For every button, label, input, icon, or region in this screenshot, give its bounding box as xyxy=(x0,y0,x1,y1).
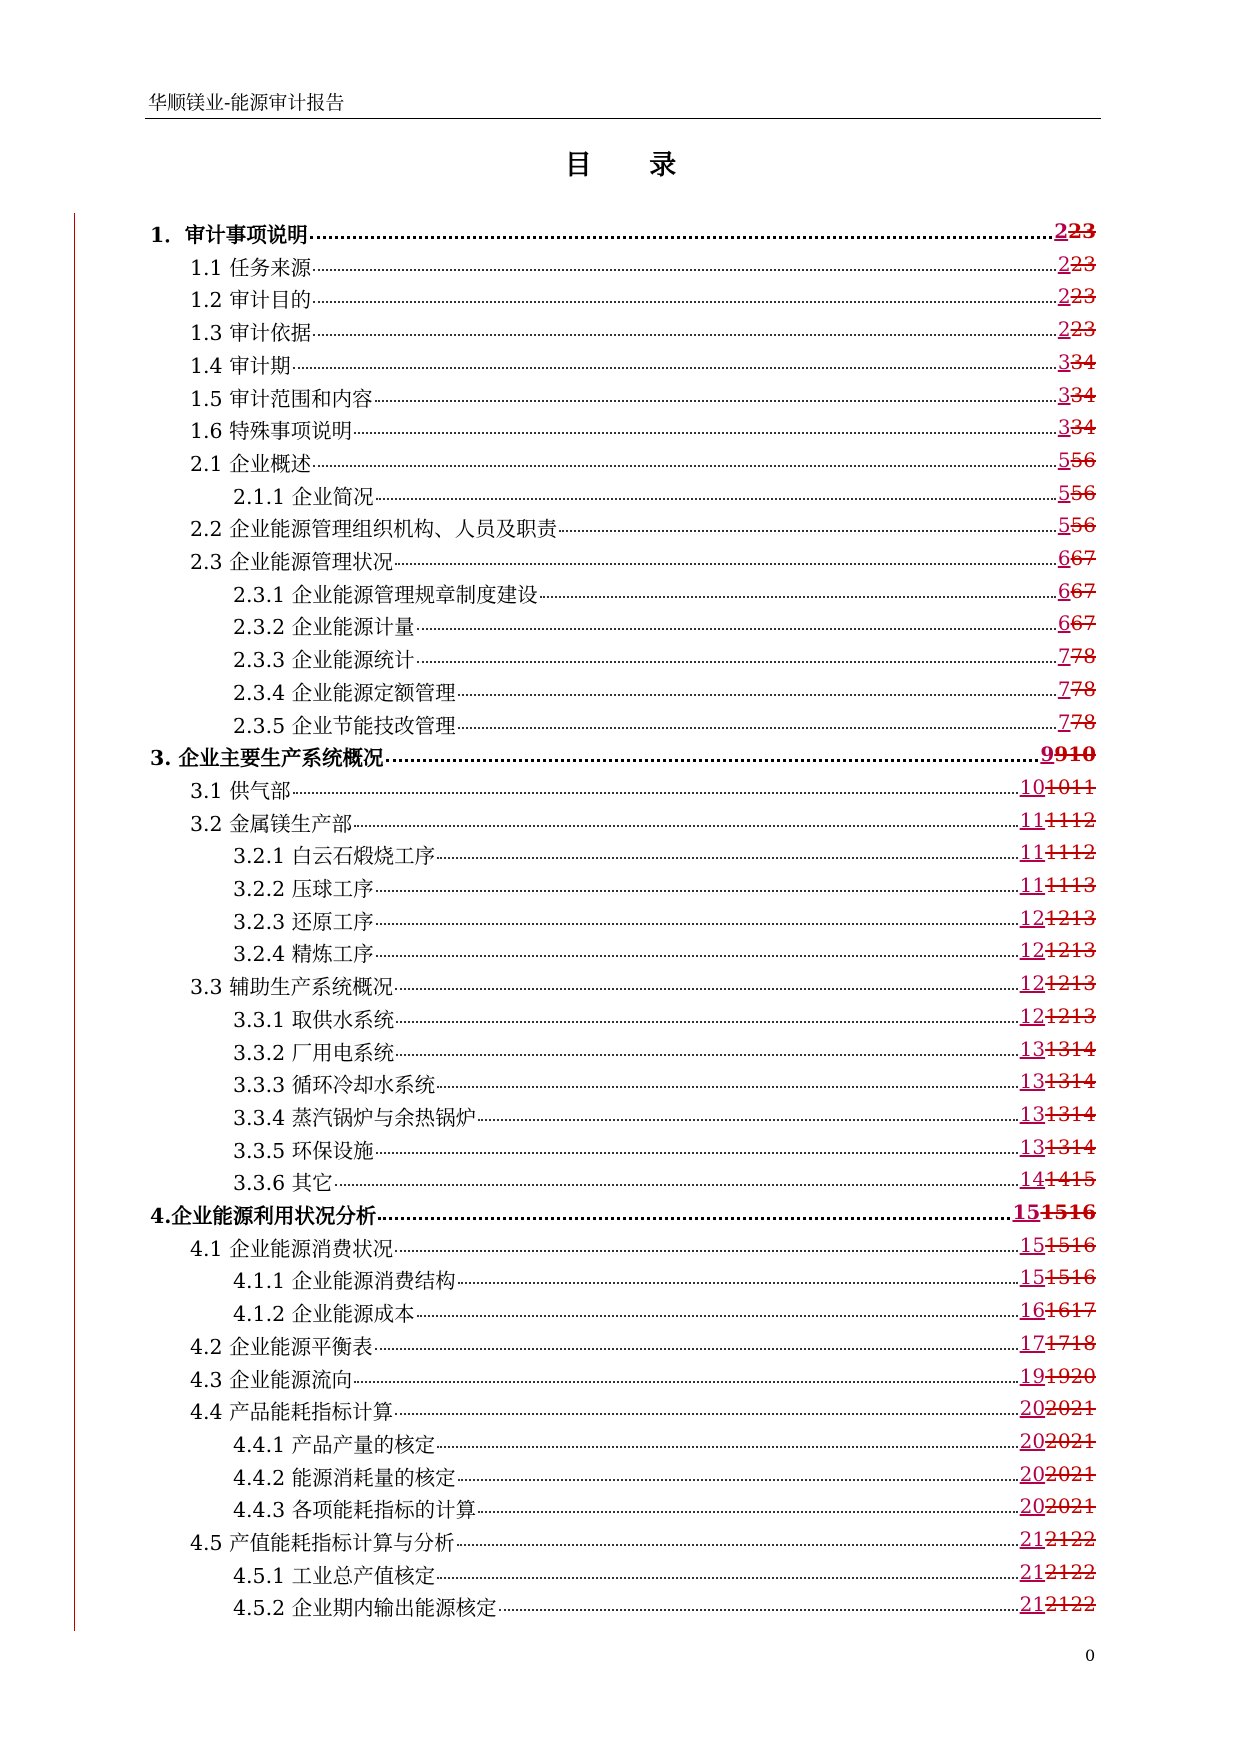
toc-entry[interactable] xyxy=(0,214,1241,246)
inserted-page-number: 21 xyxy=(1019,1527,1046,1551)
toc-entry-label: 1.2 审计目的 xyxy=(190,288,312,313)
toc-entry-label: 3.3.2 厂用电系统 xyxy=(233,1040,395,1065)
inserted-page-number: 3 xyxy=(1057,382,1071,407)
toc-page-number xyxy=(1020,1102,1096,1126)
deleted-page-number: 1213 xyxy=(1045,971,1096,996)
toc-dot-leader xyxy=(437,857,1017,859)
inserted-page-number: 15 xyxy=(1019,1232,1046,1257)
toc-dot-leader xyxy=(478,1511,1017,1513)
deleted-page-number: 1314 xyxy=(1045,1036,1096,1061)
toc-dot-leader xyxy=(376,1152,1018,1154)
deleted-page-number: 1011 xyxy=(1045,774,1096,799)
toc-entry[interactable] xyxy=(0,1391,1241,1423)
toc-dot-leader xyxy=(417,661,1056,663)
deleted-page-number: 23 xyxy=(1070,251,1096,276)
toc-page-number xyxy=(1058,611,1096,635)
toc-entry-label: 2.3.3 企业能源统计 xyxy=(233,648,415,673)
toc-entry-label: 2.3.1 企业能源管理规章制度建设 xyxy=(233,582,538,607)
toc-entry-label: 3.3.4 蒸汽锅炉与余热锅炉 xyxy=(233,1105,477,1130)
toc-page-number xyxy=(1020,971,1096,995)
deleted-page-number: 1415 xyxy=(1045,1167,1096,1192)
toc-entry[interactable] xyxy=(0,1555,1241,1587)
toc-page-number xyxy=(1058,513,1096,537)
toc-page-number xyxy=(1058,481,1096,505)
inserted-page-number: 13 xyxy=(1019,1101,1046,1126)
inserted-page-number: 17 xyxy=(1019,1330,1046,1355)
toc-page-number xyxy=(1058,415,1096,439)
toc-entry[interactable] xyxy=(0,1424,1241,1456)
toc-page-number xyxy=(1020,1265,1096,1289)
toc-page-number xyxy=(1020,808,1096,832)
toc-entry-label: 2.3.4 企业能源定额管理 xyxy=(233,680,456,705)
toc-entry-label: 2.2 企业能源管理组织机构、人员及职责 xyxy=(190,517,558,542)
toc-page-number xyxy=(1020,1004,1096,1028)
toc-dot-leader xyxy=(458,727,1056,729)
toc-entry-label: 3.1 供气部 xyxy=(190,778,291,803)
toc-entry[interactable] xyxy=(0,1195,1241,1227)
toc-page-number xyxy=(1020,1592,1096,1616)
toc-dot-leader xyxy=(313,334,1056,336)
toc-entry[interactable] xyxy=(0,345,1241,377)
toc-page-number xyxy=(1020,1560,1096,1584)
toc-dot-leader xyxy=(335,1184,1018,1186)
inserted-page-number: 12 xyxy=(1019,1003,1046,1028)
toc-entry-label: 3.2.4 精炼工序 xyxy=(233,942,374,967)
toc-entry-label: 3.3.3 循环冷却水系统 xyxy=(233,1073,436,1098)
toc-entry[interactable] xyxy=(0,1228,1241,1260)
toc-page-number xyxy=(1020,1037,1096,1061)
inserted-page-number: 12 xyxy=(1019,905,1046,930)
toc-entry-label: 4.5 产值能耗指标计算与分析 xyxy=(190,1531,455,1555)
deleted-page-number: 1213 xyxy=(1045,938,1096,963)
toc-dot-leader xyxy=(417,628,1056,630)
toc-dot-leader xyxy=(354,1381,1018,1383)
toc-entry-label: 4.4.2 能源消耗量的核定 xyxy=(233,1465,456,1490)
inserted-page-number: 5 xyxy=(1057,480,1071,505)
toc-entry[interactable] xyxy=(0,1587,1241,1619)
toc-page-number xyxy=(1058,284,1096,308)
toc-entry[interactable] xyxy=(0,1260,1241,1292)
deleted-page-number: 34 xyxy=(1070,382,1096,407)
toc-page-number xyxy=(1020,775,1096,799)
inserted-page-number: 7 xyxy=(1057,709,1071,734)
toc-entry-label: 4.1.1 企业能源消费结构 xyxy=(233,1269,456,1294)
deleted-page-number: 1516 xyxy=(1045,1232,1096,1257)
toc-dot-leader xyxy=(395,563,1056,565)
inserted-page-number: 11 xyxy=(1019,873,1046,897)
toc-entry-label: 3. 企业主要生产系统概况 xyxy=(150,746,384,771)
page-number: 0 xyxy=(1085,1646,1096,1665)
toc-entry-label: 1.4 审计期 xyxy=(190,353,291,378)
toc-dot-leader xyxy=(386,759,1039,762)
inserted-page-number: 11 xyxy=(1019,840,1046,865)
toc-title: 目 录 xyxy=(564,150,701,181)
deleted-page-number: 1314 xyxy=(1045,1069,1096,1094)
toc-page-number xyxy=(1020,1331,1096,1355)
toc-entry[interactable] xyxy=(0,1457,1241,1489)
toc-entry[interactable] xyxy=(0,901,1241,933)
deleted-page-number: 2021 xyxy=(1045,1494,1096,1519)
toc-dot-leader xyxy=(559,530,1056,532)
toc-page-number xyxy=(1058,448,1096,472)
toc-entry-label: 3.2.3 还原工序 xyxy=(233,909,374,934)
inserted-page-number: 2 xyxy=(1057,317,1071,342)
toc-page-number xyxy=(1040,742,1096,766)
toc-entry[interactable] xyxy=(0,247,1241,279)
toc-dot-leader xyxy=(457,1544,1018,1546)
toc-page-number xyxy=(1020,1396,1096,1420)
toc-dot-leader xyxy=(376,955,1018,957)
toc-entry[interactable] xyxy=(0,933,1241,965)
toc-entry[interactable] xyxy=(0,508,1241,540)
inserted-page-number: 13 xyxy=(1019,1069,1046,1094)
inserted-page-number: 20 xyxy=(1019,1461,1046,1486)
deleted-page-number: 1213 xyxy=(1045,905,1096,930)
deleted-page-number: 1516 xyxy=(1040,1200,1096,1224)
toc-entry-label: 3.3 辅助生产系统概况 xyxy=(190,975,394,1000)
toc-dot-leader xyxy=(499,1609,1018,1611)
deleted-page-number: 910 xyxy=(1054,742,1096,767)
toc-entry-label: 4.1 企业能源消费状况 xyxy=(190,1236,394,1261)
toc-page-number xyxy=(1020,1233,1096,1257)
toc-dot-leader xyxy=(354,825,1018,827)
inserted-page-number: 2 xyxy=(1057,251,1071,276)
toc-page-number xyxy=(1020,1364,1096,1388)
toc-dot-leader xyxy=(376,498,1056,500)
toc-entry[interactable] xyxy=(0,1359,1241,1391)
inserted-page-number: 21 xyxy=(1019,1559,1046,1584)
toc-dot-leader xyxy=(417,1315,1018,1317)
toc-entry-label: 3.2 金属镁生产部 xyxy=(190,811,353,836)
toc-entry-label: 3.2.1 白云石煅烧工序 xyxy=(233,844,436,869)
inserted-page-number: 6 xyxy=(1057,546,1071,570)
toc-entry-label: 3.3.1 取供水系统 xyxy=(233,1007,395,1032)
inserted-page-number: 13 xyxy=(1019,1134,1046,1159)
inserted-page-number: 5 xyxy=(1057,513,1071,538)
deleted-page-number: 78 xyxy=(1070,644,1096,669)
toc-dot-leader xyxy=(478,1119,1017,1121)
toc-page-number xyxy=(1020,1429,1096,1453)
toc-dot-leader xyxy=(395,1413,1018,1415)
toc-entry[interactable] xyxy=(0,1293,1241,1325)
toc-page-number xyxy=(1058,710,1096,734)
toc-entry[interactable] xyxy=(0,639,1241,671)
toc-page-number xyxy=(1058,644,1096,668)
toc-page-number xyxy=(1012,1200,1096,1224)
toc-entry[interactable] xyxy=(0,1522,1241,1554)
toc-page-number xyxy=(1020,1494,1096,1518)
toc-page-number xyxy=(1020,1527,1096,1551)
toc-page-number xyxy=(1058,350,1096,374)
toc-entry-label: 4.4.1 产品产量的核定 xyxy=(233,1432,436,1457)
deleted-page-number: 1213 xyxy=(1045,1003,1096,1028)
toc-entry-label: 1.6 特殊事项说明 xyxy=(190,419,353,444)
deleted-page-number: 78 xyxy=(1070,676,1096,701)
deleted-page-number: 1617 xyxy=(1045,1298,1096,1323)
toc-dot-leader xyxy=(396,1021,1017,1023)
toc-dot-leader xyxy=(375,400,1056,402)
toc-entry[interactable] xyxy=(0,1097,1241,1129)
deleted-page-number: 56 xyxy=(1070,513,1096,538)
toc-entry-label: 4.4 产品能耗指标计算 xyxy=(190,1400,394,1425)
inserted-page-number: 21 xyxy=(1019,1592,1046,1617)
inserted-page-number: 12 xyxy=(1019,971,1046,996)
inserted-page-number: 10 xyxy=(1019,774,1046,799)
inserted-page-number: 7 xyxy=(1057,676,1071,701)
toc-page-number xyxy=(1020,1069,1096,1093)
toc-entry-label: 1.5 审计范围和内容 xyxy=(190,386,373,411)
toc-page-number xyxy=(1020,1298,1096,1322)
deleted-page-number: 34 xyxy=(1070,349,1096,374)
toc-dot-leader xyxy=(396,1054,1017,1056)
inserted-page-number: 20 xyxy=(1019,1428,1046,1453)
toc-page-number xyxy=(1020,1462,1096,1486)
deleted-page-number: 1920 xyxy=(1045,1363,1096,1388)
toc-dot-leader xyxy=(458,694,1056,696)
toc-page-number xyxy=(1020,1135,1096,1159)
toc-entry-label: 4.2 企业能源平衡表 xyxy=(190,1334,373,1359)
toc-entry[interactable] xyxy=(0,966,1241,998)
toc-entry[interactable] xyxy=(0,705,1241,737)
deleted-page-number: 1718 xyxy=(1045,1330,1096,1355)
toc-page-number xyxy=(1058,579,1096,603)
inserted-page-number: 9 xyxy=(1040,742,1055,767)
toc-entry[interactable] xyxy=(0,1162,1241,1194)
toc-entry-label: 4.4.3 各项能耗指标的计算 xyxy=(233,1498,477,1523)
deleted-page-number: 56 xyxy=(1070,447,1096,472)
deleted-page-number: 1314 xyxy=(1045,1101,1096,1126)
toc-entry-label: 2.1 企业概述 xyxy=(190,451,312,476)
toc-dot-leader xyxy=(540,596,1056,598)
toc-dot-leader xyxy=(458,1282,1018,1284)
toc-page-number xyxy=(1020,1167,1096,1191)
toc-dot-leader xyxy=(437,1086,1017,1088)
deleted-page-number: 2122 xyxy=(1045,1592,1096,1617)
inserted-page-number: 20 xyxy=(1019,1396,1046,1421)
toc-entry[interactable] xyxy=(0,1326,1241,1358)
toc-dot-leader xyxy=(395,988,1018,990)
toc-entry[interactable] xyxy=(0,378,1241,410)
header-rule xyxy=(145,118,1101,119)
toc-entry[interactable] xyxy=(0,1032,1241,1064)
toc-entry-label: 2.3.2 企业能源计量 xyxy=(233,615,415,640)
inserted-page-number: 5 xyxy=(1057,447,1071,472)
toc-dot-leader xyxy=(293,367,1056,369)
deleted-page-number: 1516 xyxy=(1045,1265,1096,1290)
toc-entry-label: 2.3 企业能源管理状况 xyxy=(190,550,394,574)
inserted-page-number: 13 xyxy=(1019,1036,1046,1061)
toc-entry-label: 4.企业能源利用状况分析 xyxy=(150,1204,377,1228)
toc-entry-label: 3.3.5 环保设施 xyxy=(233,1138,374,1163)
toc-entry-label: 3.3.6 其它 xyxy=(233,1171,333,1196)
toc-dot-leader xyxy=(458,1479,1018,1481)
deleted-page-number: 67 xyxy=(1070,546,1096,570)
toc-page-number xyxy=(1058,383,1096,407)
deleted-page-number: 23 xyxy=(1068,219,1096,243)
toc-entry[interactable] xyxy=(0,1130,1241,1162)
toc-entry-label: 2.1.1 企业简况 xyxy=(233,484,374,509)
toc-entry[interactable] xyxy=(0,606,1241,638)
toc-dot-leader xyxy=(313,301,1056,303)
toc-entry-label: 1.3 审计依据 xyxy=(190,321,312,346)
toc-dot-leader xyxy=(354,432,1056,434)
toc-entry[interactable] xyxy=(0,476,1241,508)
toc-entry[interactable] xyxy=(0,672,1241,704)
deleted-page-number: 2021 xyxy=(1045,1461,1096,1486)
inserted-page-number: 6 xyxy=(1057,611,1071,636)
deleted-page-number: 1113 xyxy=(1045,873,1096,897)
deleted-page-number: 23 xyxy=(1070,317,1096,342)
inserted-page-number: 14 xyxy=(1019,1167,1046,1192)
toc-page-number xyxy=(1054,219,1096,243)
deleted-page-number: 1112 xyxy=(1045,840,1096,865)
toc-entry[interactable] xyxy=(0,868,1241,900)
inserted-page-number: 20 xyxy=(1019,1494,1046,1519)
running-header: 华顺镁业-能源审计报告 xyxy=(148,92,345,114)
deleted-page-number: 2021 xyxy=(1045,1428,1096,1453)
deleted-page-number: 2122 xyxy=(1045,1527,1096,1551)
inserted-page-number: 19 xyxy=(1019,1363,1046,1388)
inserted-page-number: 11 xyxy=(1019,807,1046,832)
toc-entry[interactable] xyxy=(0,999,1241,1031)
deleted-page-number: 2021 xyxy=(1045,1396,1096,1421)
toc-entry-label: 4.5.1 工业总产值核定 xyxy=(233,1563,436,1588)
toc-dot-leader xyxy=(313,465,1056,467)
toc-page-number xyxy=(1058,317,1096,341)
toc-page-number xyxy=(1058,546,1096,570)
toc-page-number xyxy=(1020,906,1096,930)
inserted-page-number: 15 xyxy=(1019,1265,1046,1290)
toc-entry[interactable] xyxy=(0,737,1241,769)
toc-entry-label: 2.3.5 企业节能技改管理 xyxy=(233,713,456,738)
toc-entry[interactable] xyxy=(0,279,1241,311)
toc-entry[interactable] xyxy=(0,312,1241,344)
toc-entry[interactable] xyxy=(0,541,1241,573)
toc-dot-leader xyxy=(437,1446,1017,1448)
toc-entry[interactable] xyxy=(0,574,1241,606)
toc-page-number xyxy=(1020,840,1096,864)
toc-entry-label: 3.2.2 压球工序 xyxy=(233,877,374,901)
deleted-page-number: 67 xyxy=(1070,578,1096,603)
toc-entry-label: 1．审计事项说明 xyxy=(150,223,308,247)
toc-entry-label: 4.5.2 企业期内输出能源核定 xyxy=(233,1596,497,1621)
toc-entry[interactable] xyxy=(0,770,1241,802)
deleted-page-number: 1314 xyxy=(1045,1134,1096,1159)
toc-entry[interactable] xyxy=(0,1489,1241,1521)
deleted-page-number: 34 xyxy=(1070,415,1096,440)
toc-entry[interactable] xyxy=(0,1064,1241,1096)
inserted-page-number: 2 xyxy=(1057,284,1071,309)
inserted-page-number: 3 xyxy=(1057,349,1071,374)
deleted-page-number: 1112 xyxy=(1045,807,1096,832)
deleted-page-number: 67 xyxy=(1070,611,1096,636)
toc-entry[interactable] xyxy=(0,410,1241,442)
toc-page-number xyxy=(1058,677,1096,701)
toc-entry[interactable] xyxy=(0,803,1241,835)
inserted-page-number: 7 xyxy=(1057,644,1071,669)
inserted-page-number: 16 xyxy=(1019,1298,1046,1323)
toc-dot-leader xyxy=(375,1348,1018,1350)
toc-entry-label: 4.3 企业能源流向 xyxy=(190,1367,353,1392)
toc-entry-label: 1.1 任务来源 xyxy=(190,255,312,280)
deleted-page-number: 23 xyxy=(1070,284,1096,309)
toc-dot-leader xyxy=(378,1217,1010,1220)
toc-dot-leader xyxy=(395,1250,1018,1252)
toc-dot-leader xyxy=(376,890,1018,892)
toc-dot-leader xyxy=(437,1577,1017,1579)
inserted-page-number: 6 xyxy=(1057,578,1071,603)
toc-dot-leader xyxy=(310,236,1052,239)
deleted-page-number: 56 xyxy=(1070,480,1096,505)
toc-page-number xyxy=(1020,938,1096,962)
inserted-page-number: 15 xyxy=(1012,1200,1041,1224)
toc-page-number xyxy=(1058,252,1096,276)
toc-entry[interactable] xyxy=(0,443,1241,475)
toc-dot-leader xyxy=(376,923,1018,925)
toc-dot-leader xyxy=(313,269,1056,271)
toc-entry[interactable] xyxy=(0,835,1241,867)
toc-entry-label: 4.1.2 企业能源成本 xyxy=(233,1302,415,1327)
inserted-page-number: 3 xyxy=(1057,415,1071,440)
deleted-page-number: 78 xyxy=(1070,709,1096,734)
inserted-page-number: 12 xyxy=(1019,938,1046,963)
toc-page-number xyxy=(1020,873,1096,897)
deleted-page-number: 2122 xyxy=(1045,1559,1096,1584)
toc-dot-leader xyxy=(293,792,1018,794)
inserted-page-number: 2 xyxy=(1054,219,1069,243)
